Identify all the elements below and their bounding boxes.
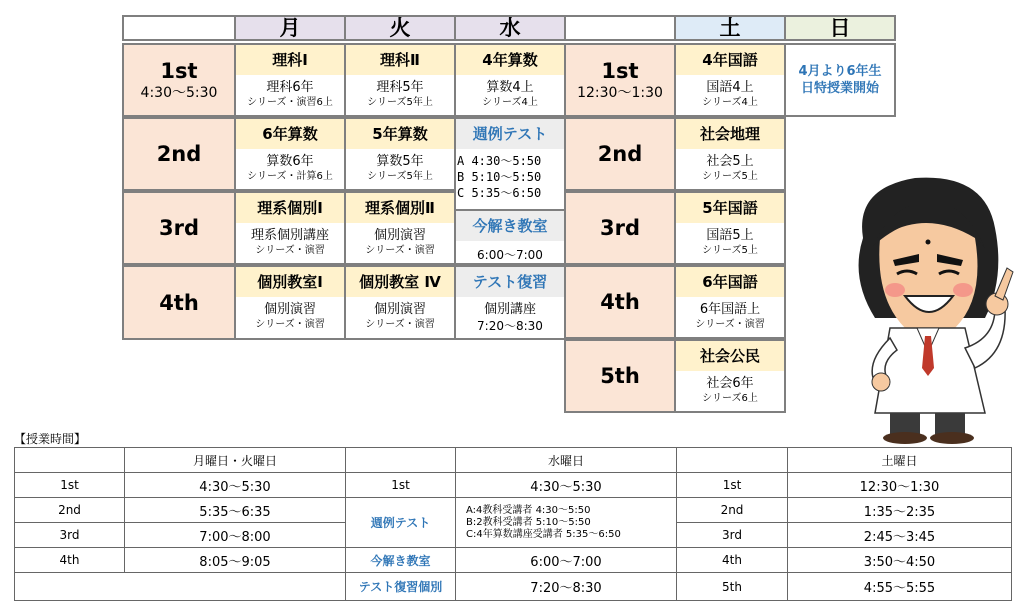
- class-name: 5年算数: [346, 119, 454, 149]
- class-subject: 理科6年: [266, 80, 314, 95]
- class-text: シリーズ5年上: [367, 171, 433, 182]
- header-blank: [564, 15, 676, 41]
- class-subject: 個別演習: [373, 228, 426, 243]
- period-label: 2nd: [156, 142, 202, 166]
- class-wed-1: [454, 43, 566, 117]
- test-slot-a: A:4教科受講者 4:30〜5:50: [466, 504, 591, 516]
- class-name: 理科Ⅰ: [236, 45, 344, 75]
- class-sat-1: [674, 43, 786, 117]
- class-subject: 社会6年: [706, 376, 754, 391]
- sunday-notice: [784, 43, 896, 117]
- period-label: 3rd: [599, 216, 640, 240]
- sat-time: 2:45〜3:45: [787, 522, 1012, 548]
- class-name: テスト復習: [456, 267, 564, 297]
- sat-period: 5th: [676, 572, 788, 601]
- montue-period: 2nd: [14, 497, 125, 523]
- class-name: 社会公民: [676, 341, 784, 371]
- class-subject: 6年国語上: [699, 302, 761, 317]
- class-name: 6年算数: [236, 119, 344, 149]
- notice-line: 4月より6年生: [798, 64, 882, 79]
- sat-time: 4:55〜5:55: [787, 572, 1012, 601]
- wed-review-label: テスト復習個別: [345, 572, 456, 601]
- class-tue-4: [344, 265, 456, 340]
- class-name: 5年国語: [676, 193, 784, 223]
- sat-period-2nd: [564, 117, 676, 191]
- class-subject: 理系個別講座: [250, 228, 329, 243]
- sat-period-5th: [564, 339, 676, 413]
- class-name: 週例テスト: [456, 119, 564, 149]
- sat-period: 2nd: [676, 497, 788, 523]
- times-header-montue: 月曜日・火曜日: [124, 447, 346, 473]
- class-mon-4: [234, 265, 346, 340]
- wed-time: 4:30〜5:30: [455, 472, 677, 498]
- class-subject: 個別演習: [373, 302, 426, 317]
- wed-time: 7:20〜8:30: [455, 572, 677, 601]
- class-text: シリーズ・演習: [255, 245, 325, 256]
- class-text: シリーズ5上: [702, 171, 758, 182]
- times-header-blank: [345, 447, 456, 473]
- montue-time: 4:30〜5:30: [124, 472, 346, 498]
- class-subject: 国語5上: [706, 228, 754, 243]
- class-name: 6年国語: [676, 267, 784, 297]
- class-tue-1: [344, 43, 456, 117]
- period-2nd: [122, 117, 236, 191]
- class-name: 理科Ⅱ: [346, 45, 454, 75]
- period-time: 12:30〜1:30: [577, 85, 663, 101]
- period-label: 1st: [601, 59, 639, 83]
- sat-period: 4th: [676, 547, 788, 573]
- period-time: 4:30〜5:30: [140, 85, 218, 101]
- class-mon-3: [234, 191, 346, 265]
- montue-empty-row: [14, 572, 346, 601]
- period-label: 1st: [160, 59, 198, 83]
- class-subject: 算数6年: [266, 154, 314, 169]
- weekly-schedule: [122, 15, 896, 404]
- class-text: シリーズ・演習: [365, 319, 435, 330]
- period-label: 3rd: [158, 216, 199, 240]
- class-subject: 個別演習: [263, 302, 316, 317]
- montue-period: 4th: [14, 547, 125, 573]
- class-name: 理系個別Ⅱ: [346, 193, 454, 223]
- class-tue-2: [344, 117, 456, 191]
- sat-period-1st: [564, 43, 676, 117]
- wed-weekly-test-times: [455, 497, 677, 548]
- class-text: シリーズ・演習: [695, 319, 765, 330]
- class-wed-imatoki: [454, 209, 566, 265]
- sat-period-4th: [564, 265, 676, 339]
- period-label: 4th: [600, 290, 640, 314]
- class-text: シリーズ4上: [702, 97, 758, 108]
- montue-time: 5:35〜6:35: [124, 497, 346, 523]
- class-times-table: [14, 447, 1012, 601]
- test-slot-c: C 5:35〜6:50: [457, 186, 542, 200]
- class-sat-2: [674, 117, 786, 191]
- period-1st: [122, 43, 236, 117]
- class-subject: 個別講座: [483, 302, 536, 317]
- sat-period: 1st: [676, 472, 788, 498]
- class-text: シリーズ6上: [702, 393, 758, 404]
- class-mon-2: [234, 117, 346, 191]
- class-text: シリーズ・計算6上: [247, 171, 333, 182]
- montue-time: 7:00〜8:00: [124, 522, 346, 548]
- wed-period: 1st: [345, 472, 456, 498]
- test-slot-a: A 4:30〜5:50: [457, 154, 542, 168]
- header-sat: 土: [674, 15, 786, 41]
- header-tue: 火: [344, 15, 456, 41]
- class-time: 7:20〜8:30: [477, 319, 543, 333]
- notice-line: 日特授業開始: [800, 81, 879, 96]
- class-subject: 算数5年: [376, 154, 424, 169]
- montue-period: 1st: [14, 472, 125, 498]
- class-name: 個別教室Ⅰ: [236, 267, 344, 297]
- class-subject: 理科5年: [376, 80, 424, 95]
- wed-imatoki-label: 今解き教室: [345, 547, 456, 573]
- wed-time: 6:00〜7:00: [455, 547, 677, 573]
- class-text: シリーズ・演習: [365, 245, 435, 256]
- test-slot-b: B:2教科受講者 5:10〜5:50: [466, 516, 591, 528]
- test-slot-b: B 5:10〜5:50: [457, 170, 542, 184]
- montue-time: 8:05〜9:05: [124, 547, 346, 573]
- times-header-blank: [676, 447, 788, 473]
- class-wed-review: [454, 265, 566, 340]
- class-name: 理系個別Ⅰ: [236, 193, 344, 223]
- class-subject: 社会5上: [706, 154, 754, 169]
- times-title: 【授業時間】: [14, 432, 87, 446]
- sat-period: 3rd: [676, 522, 788, 548]
- period-label: 5th: [600, 364, 640, 388]
- period-label: 4th: [159, 290, 199, 315]
- sat-period-3rd: [564, 191, 676, 265]
- header-corner: [122, 15, 236, 41]
- period-3rd: [122, 191, 236, 265]
- class-subject: 算数4上: [486, 80, 534, 95]
- class-text: シリーズ5年上: [367, 97, 433, 108]
- class-text: シリーズ・演習: [255, 319, 325, 330]
- class-text: シリーズ4上: [482, 97, 538, 108]
- class-text: シリーズ・演習6上: [247, 97, 333, 108]
- class-wed-weekly-test: [454, 117, 566, 211]
- class-name: 社会地理: [676, 119, 784, 149]
- class-sat-5: [674, 339, 786, 413]
- class-tue-3: [344, 191, 456, 265]
- header-wed: 水: [454, 15, 566, 41]
- times-header-wed: 水曜日: [455, 447, 677, 473]
- class-sat-4: [674, 265, 786, 339]
- sat-time: 12:30〜1:30: [787, 472, 1012, 498]
- header-sun: 日: [784, 15, 896, 41]
- class-name: 4年算数: [456, 45, 564, 75]
- class-name: 個別教室 Ⅳ: [346, 267, 454, 297]
- times-header-sat: 土曜日: [787, 447, 1012, 473]
- sat-time: 1:35〜2:35: [787, 497, 1012, 523]
- class-mon-1: [234, 43, 346, 117]
- class-sat-3: [674, 191, 786, 265]
- period-4th: [122, 265, 236, 340]
- header-mon: 月: [234, 15, 346, 41]
- wed-weekly-test-label: 週例テスト: [345, 497, 456, 548]
- class-subject: 国語4上: [706, 80, 754, 95]
- teacher-character-icon: [835, 168, 1015, 446]
- test-slot-c: C:4年算数講座受講者 5:35〜6:50: [466, 528, 621, 540]
- class-name: 今解き教室: [456, 211, 564, 241]
- class-name: 4年国語: [676, 45, 784, 75]
- class-text: シリーズ5上: [702, 245, 758, 256]
- times-header-corner: [14, 447, 125, 473]
- sat-time: 3:50〜4:50: [787, 547, 1012, 573]
- period-label: 2nd: [597, 142, 643, 166]
- montue-period: 3rd: [14, 522, 125, 548]
- class-time: 6:00〜7:00: [477, 248, 543, 262]
